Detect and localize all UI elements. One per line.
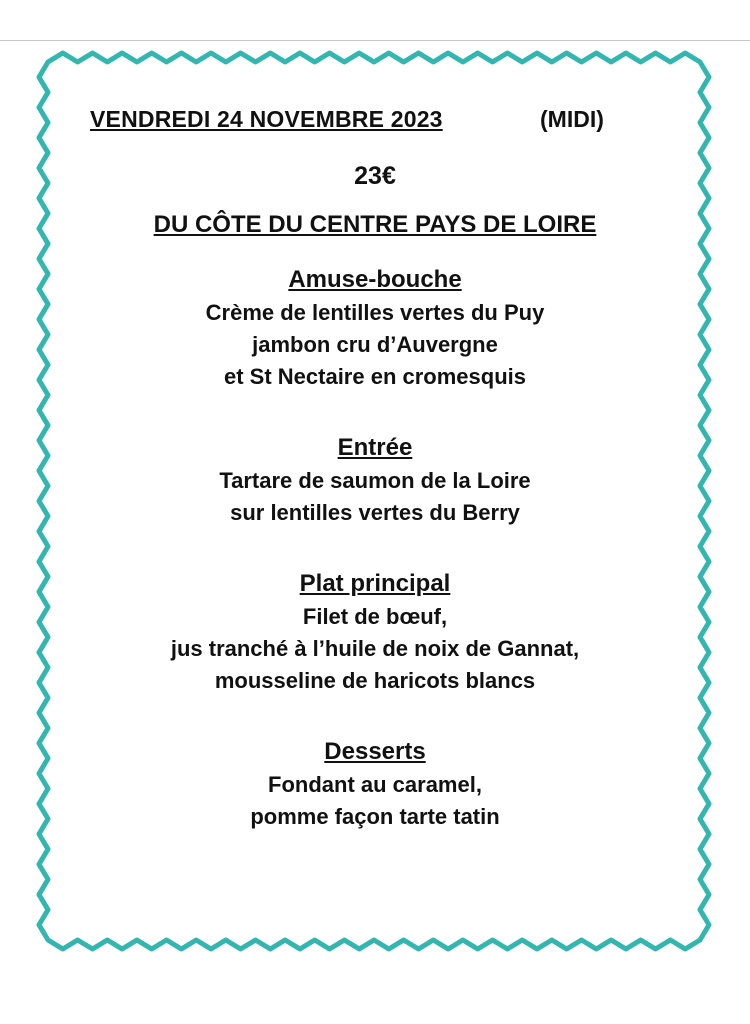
dish-line: Fondant au caramel,: [268, 772, 482, 797]
section-plat-principal: [60, 567, 690, 697]
menu-date: VENDREDI 24 NOVEMBRE 2023: [90, 106, 443, 132]
dish-line: Tartare de saumon de la Loire: [219, 468, 531, 493]
menu-header: [60, 100, 690, 134]
dish-line: Crème de lentilles vertes du Puy: [205, 300, 545, 325]
menu-theme: DU CÔTE DU CENTRE PAYS DE LOIRE: [153, 211, 597, 238]
dish-line: et St Nectaire en cromesquis: [223, 364, 526, 389]
section-title: Amuse-bouche: [288, 266, 462, 293]
section-entree: [60, 431, 690, 529]
dish-line: jus tranché à l’huile de noix de Gannat,: [170, 636, 580, 661]
section-title: Plat principal: [299, 570, 451, 597]
section-title: Entrée: [337, 434, 413, 461]
menu-price: 23€: [354, 162, 396, 190]
dish-line: Filet de bœuf,: [302, 604, 448, 629]
section-amuse-bouche: [60, 263, 690, 393]
section-title: Desserts: [324, 738, 426, 765]
dish-line: jambon cru d’Auvergne: [252, 332, 498, 357]
menu-card: [60, 100, 690, 833]
menu-service: (MIDI): [540, 106, 604, 132]
dish-line: pomme façon tarte tatin: [250, 804, 500, 829]
section-desserts: [60, 735, 690, 833]
dish-line: mousseline de haricots blancs: [214, 668, 536, 693]
dish-line: sur lentilles vertes du Berry: [230, 500, 520, 525]
